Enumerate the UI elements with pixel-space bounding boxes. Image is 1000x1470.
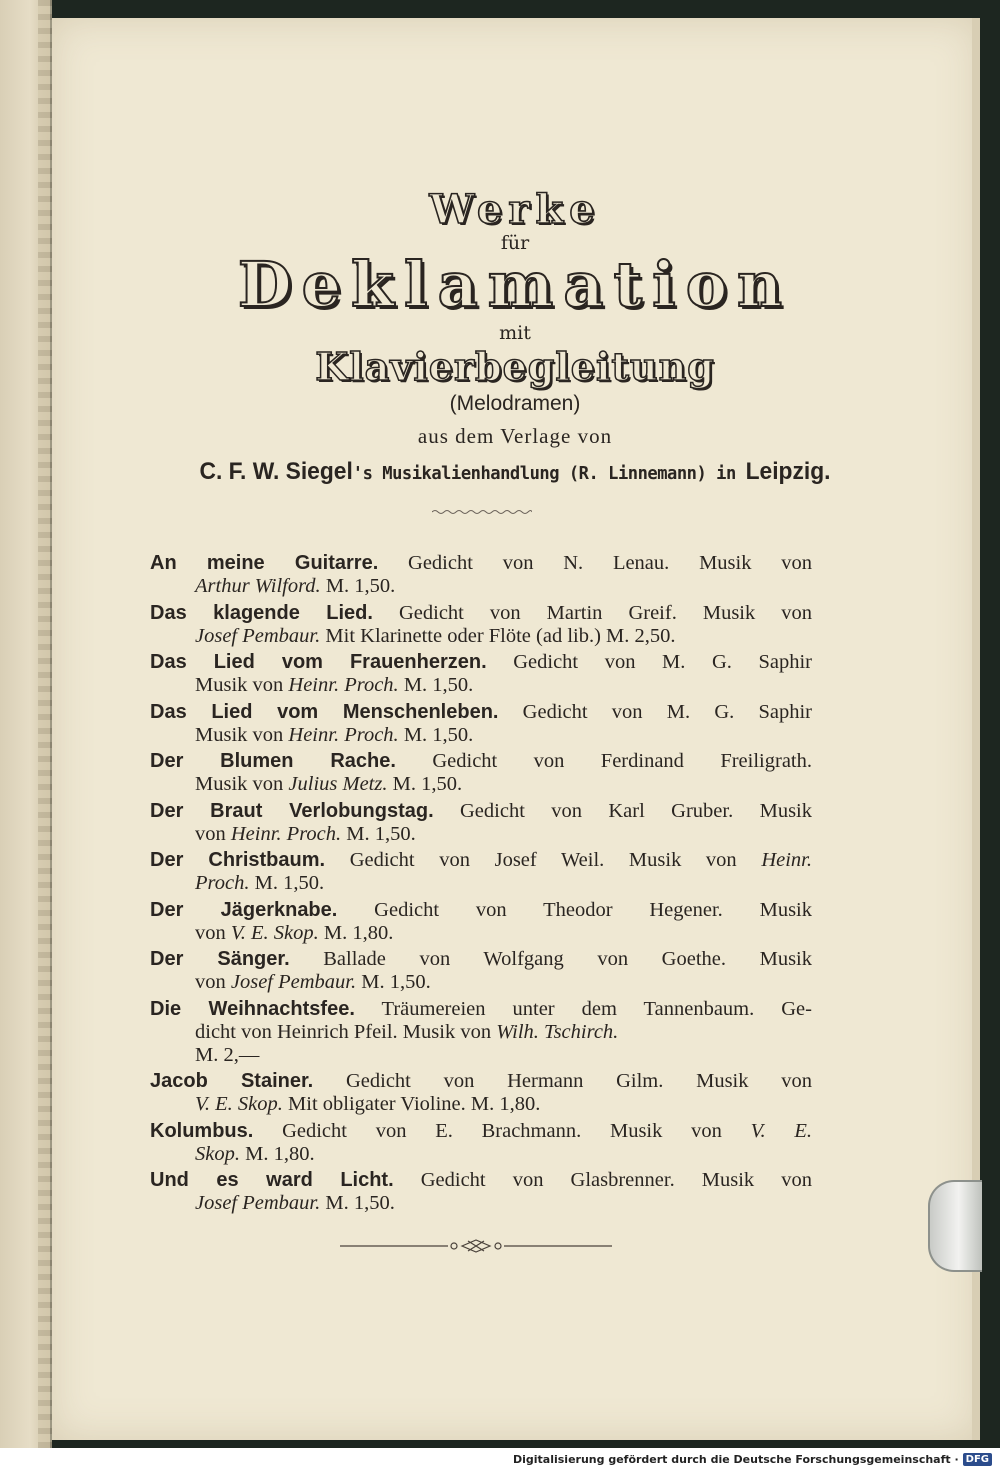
entry-continuation: [150, 971, 812, 994]
entry-text: dicht von Heinrich Pfeil. Musik von: [195, 1020, 497, 1043]
entry-continuation: [150, 1143, 812, 1166]
entry-text: Gedicht von M. G. Saphir: [498, 700, 812, 723]
catalog-entry: [150, 899, 812, 945]
entry-text: von: [195, 822, 231, 845]
entry-text: Gedicht von Martin Greif. Musik von: [372, 601, 813, 624]
entry-title: An meine Guitarre.: [150, 552, 379, 574]
entry-continuation: [150, 1093, 812, 1116]
entry-composer: Josef Pembaur.: [230, 971, 357, 993]
entry-title: Der Jägerknabe.: [150, 898, 338, 921]
heading-werke: Werke: [429, 186, 601, 233]
entry-text: Gedicht von E. Brachmann. Musik von: [253, 1119, 751, 1142]
entry-title: Und es ward Licht.: [150, 1169, 394, 1191]
entry-price: M. 2,—: [195, 1043, 260, 1066]
entry-price: Mit obligater Violine. M. 1,80.: [282, 1093, 541, 1115]
entry-first-line: [150, 1120, 812, 1143]
entry-text: von: [195, 921, 231, 944]
catalog-entry: [150, 602, 812, 648]
entry-price: M. 1,50.: [356, 971, 431, 993]
catalog-entry: [150, 1169, 812, 1215]
entry-continuation: [150, 1021, 812, 1044]
entry-text: Gedicht von Karl Gruber. Musik: [433, 799, 812, 822]
entry-composer: V. E. Skop.: [230, 921, 319, 944]
entry-price: M. 1,50.: [249, 872, 325, 894]
divider-ornament-icon: [340, 1238, 612, 1254]
catalog-entry: [150, 1120, 812, 1166]
catalog-entry: [150, 998, 812, 1067]
catalog-entry: [150, 651, 812, 697]
entry-first-line: [150, 998, 812, 1021]
heading-deklamation: Deklamation: [237, 248, 793, 321]
entry-price: M. 1,50.: [398, 674, 474, 696]
entry-price: M. 1,50.: [320, 575, 396, 597]
entry-text: Ballade von Wolfgang von Goethe. Musik: [289, 948, 812, 970]
entry-continuation: [150, 922, 812, 945]
entry-title: Die Weihnachtsfee.: [150, 997, 355, 1020]
publisher-line: [75, 458, 955, 486]
entry-text: Gedicht von M. G. Saphir: [486, 651, 812, 673]
footer-bar: [0, 1448, 1000, 1470]
entry-title: Der Blumen Rache.: [150, 750, 396, 772]
binding-stitching: [38, 0, 52, 1448]
entry-first-line: [150, 899, 812, 922]
entry-first-line: [150, 750, 812, 773]
entry-first-line: [150, 849, 812, 872]
wave-ornament-icon: [432, 508, 532, 516]
entry-first-line: [150, 800, 812, 823]
entry-composer: V. E. Skop.: [195, 1093, 283, 1115]
entry-first-line: [150, 701, 812, 724]
entry-title: Jacob Stainer.: [150, 1070, 314, 1092]
entry-composer: Josef Pembaur.: [195, 1192, 321, 1214]
entry-continuation: [150, 1192, 812, 1215]
entry-text: Musik von: [195, 674, 289, 696]
entry-composer: Proch.: [195, 872, 250, 894]
heading-klavierbegleitung: Klavierbegleitung: [315, 344, 715, 389]
entry-price: M. 1,50.: [387, 773, 463, 795]
entry-price: M. 1,50.: [398, 723, 474, 746]
entry-price: M. 1,50.: [341, 822, 416, 845]
entry-price: Mit Klarinette oder Flöte (ad lib.) M. 2,50.: [320, 624, 676, 647]
entry-text: Träumereien unter dem Tannenbaum. Ge-: [354, 997, 812, 1020]
publisher-shop: 's Musikalienhandlung (R. Linnemann) in: [352, 463, 746, 484]
catalog-entry: [150, 552, 812, 598]
entry-text: Gedicht von Ferdinand Freiligrath.: [395, 750, 812, 772]
entry-title: Der Sänger.: [150, 948, 290, 970]
entry-title: Der Christbaum.: [150, 849, 326, 871]
entry-title: Der Braut Verlobungstag.: [150, 799, 434, 822]
entry-continuation: [150, 575, 812, 598]
entry-text: Gedicht von N. Lenau. Musik von: [378, 552, 812, 574]
entry-price: M. 1,80.: [318, 921, 394, 944]
entry-title: Das klagende Lied.: [150, 601, 373, 624]
entry-composer: Josef Pembaur.: [195, 624, 321, 647]
catalog-entry: [150, 800, 812, 846]
dfg-logo-icon: DFG: [963, 1453, 992, 1466]
entry-composer: V. E.: [750, 1119, 813, 1142]
entry-text: Gedicht von Hermann Gilm. Musik von: [313, 1070, 812, 1092]
footer-text: Digitalisierung gefördert durch die Deutsche Forschungsgemeinschaft ·: [512, 1452, 959, 1466]
catalog-entry: [150, 750, 812, 796]
entry-first-line: [150, 948, 812, 971]
page-marker-tab: [928, 1180, 982, 1272]
entry-composer: Heinr. Proch.: [288, 674, 399, 696]
entry-first-line: [150, 651, 812, 674]
entry-text: Musik von: [195, 723, 289, 746]
entry-continuation: [150, 724, 812, 747]
entry-first-line: [150, 552, 812, 575]
entry-price: M. 1,50.: [320, 1192, 395, 1214]
entry-text: Gedicht von Josef Weil. Musik von: [325, 849, 762, 871]
subheading-verlag: aus dem Verlage von: [417, 424, 613, 448]
catalog-entry: [150, 948, 812, 994]
entry-composer: Wilh. Tschirch.: [496, 1020, 619, 1043]
entry-composer: Skop.: [195, 1142, 240, 1165]
entry-composer: Julius Metz.: [288, 773, 388, 795]
entry-text: von: [195, 971, 231, 993]
entry-continuation: [150, 625, 812, 648]
entry-title: Das Lied vom Frauenherzen.: [150, 651, 487, 673]
entry-continuation: [150, 674, 812, 697]
entry-composer: Heinr.: [761, 849, 812, 871]
entry-title: Das Lied vom Menschenleben.: [150, 700, 499, 723]
publisher-name: C. F. W. Siegel: [199, 458, 353, 485]
entry-first-line: [150, 602, 812, 625]
entry-composer: Arthur Wilford.: [195, 575, 321, 597]
entry-continuation: [150, 773, 812, 796]
entry-text: Gedicht von Glasbrenner. Musik von: [393, 1169, 812, 1191]
entry-title: Kolumbus.: [150, 1119, 254, 1142]
heading-mit: mit: [499, 322, 531, 344]
entry-continuation: [150, 872, 812, 895]
subheading-melodramen: (Melodramen): [449, 392, 581, 415]
catalog-entry: [150, 849, 812, 895]
entry-text: Gedicht von Theodor Hegener. Musik: [337, 898, 813, 921]
entry-composer: Heinr. Proch.: [288, 723, 399, 746]
entry-continuation: [150, 823, 812, 846]
entry-first-line: [150, 1070, 812, 1093]
catalog-entry: [150, 1070, 812, 1116]
entry-text: Musik von: [195, 773, 289, 795]
catalog-entry: [150, 701, 812, 747]
catalog-list: [150, 552, 812, 1219]
publisher-city: Leipzig.: [745, 458, 831, 485]
entry-price: M. 1,80.: [239, 1142, 315, 1165]
entry-composer: Heinr. Proch.: [230, 822, 342, 845]
heading-fuer: für: [500, 232, 530, 254]
entry-first-line: [150, 1169, 812, 1192]
